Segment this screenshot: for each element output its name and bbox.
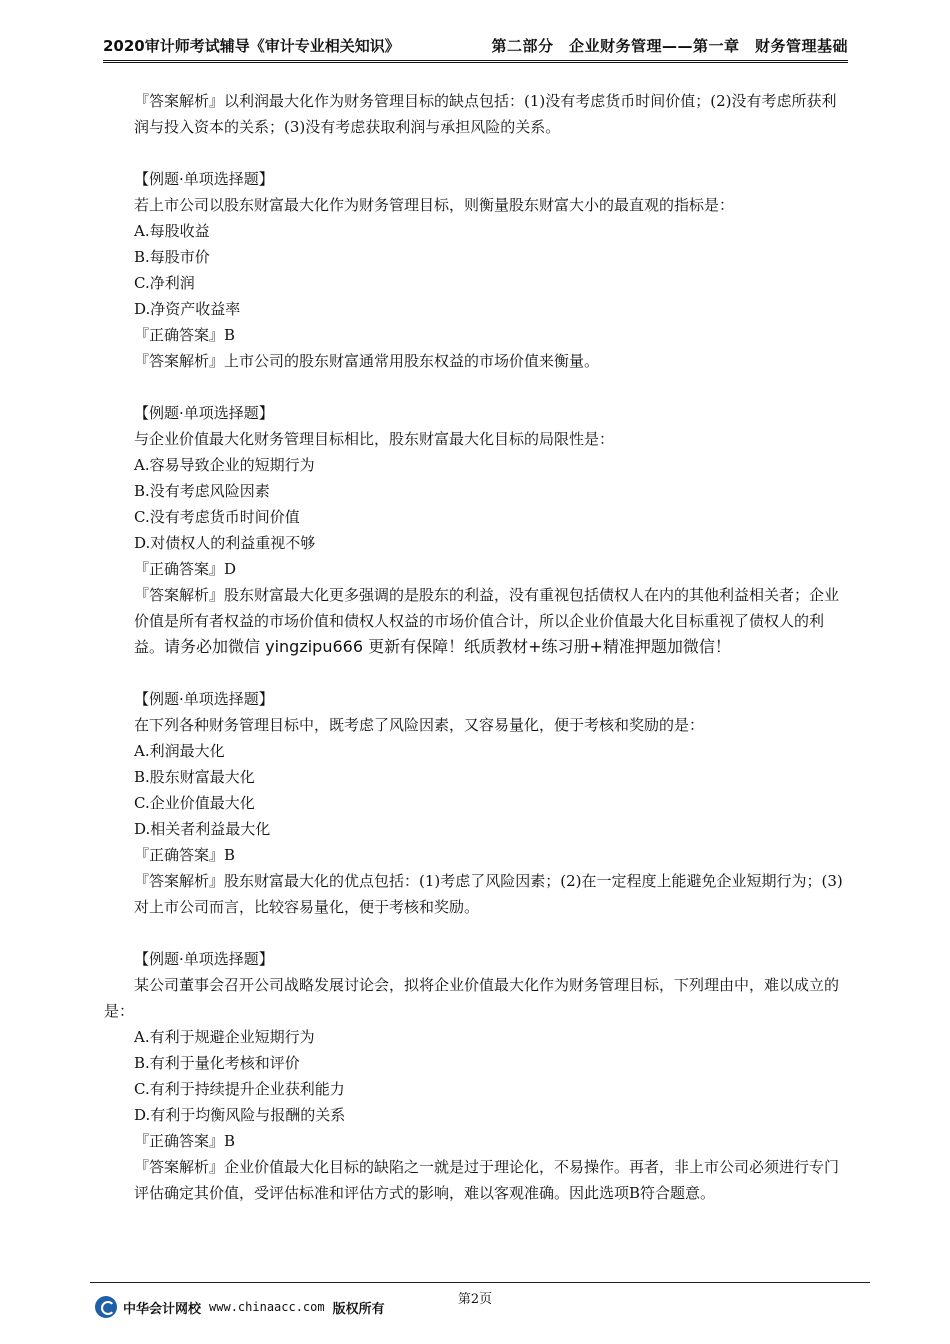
option-c: C.没有考虑货币时间价值	[134, 508, 300, 526]
footer-divider	[90, 1282, 870, 1283]
correct-answer: 『正确答案』B	[134, 846, 236, 864]
question-text: 在下列各种财务管理目标中，既考虑了风险因素，又容易量化，便于考核和奖励的是：	[134, 716, 705, 734]
analysis-text	[134, 582, 850, 660]
option-b: B.股东财富最大化	[134, 768, 255, 786]
option-b: B.有利于量化考核和评价	[134, 1054, 300, 1072]
page-content	[104, 88, 850, 1232]
option-c: C.企业价值最大化	[134, 794, 255, 812]
option-a: A.容易导致企业的短期行为	[134, 456, 315, 474]
promo-text: 请务必加微信 yingzipu666 更新有保障！纸质教材+练习册+精准押题加微信！	[164, 637, 731, 656]
header-title-right: 第二部分 企业财务管理——第一章 财务管理基础	[491, 37, 848, 55]
question-label: 【例题·单项选择题】	[134, 170, 274, 188]
question-block-3	[134, 400, 850, 660]
option-c: C.净利润	[134, 274, 195, 292]
header-title-left: 2020审计师考试辅导《审计专业相关知识》	[103, 37, 400, 55]
header-divider	[103, 60, 848, 63]
option-d: D.净资产收益率	[134, 300, 241, 318]
question-label: 【例题·单项选择题】	[134, 690, 274, 708]
option-a: A.利润最大化	[134, 742, 225, 760]
question-block-5	[104, 946, 850, 1206]
page-header	[103, 30, 848, 58]
question-label: 【例题·单项选择题】	[134, 950, 274, 968]
analysis-text: 『答案解析』股东财富最大化的优点包括：(1)考虑了风险因素；(2)在一定程度上能避免企业短期行为；(3)对上市公司而言，比较容易量化，便于考核和奖励。	[134, 872, 843, 916]
analysis-text: 『答案解析』以利润最大化作为财务管理目标的缺点包括：(1)没有考虑货币时间价值；(2)没有考虑所获利润与投入资本的关系；(3)没有考虑获取利润与承担风险的关系。	[134, 92, 837, 136]
option-d: D.相关者利益最大化	[134, 820, 271, 838]
footer-org: 中华会计网校	[123, 1301, 202, 1317]
question-text: 若上市公司以股东财富最大化作为财务管理目标，则衡量股东财富大小的最直观的指标是：	[134, 196, 735, 214]
question-block-2	[134, 166, 850, 374]
option-b: B.每股市价	[134, 248, 210, 266]
footer-rights: 版权所有	[332, 1301, 385, 1317]
question-text: 与企业价值最大化财务管理目标相比，股东财富最大化目标的局限性是：	[134, 430, 615, 448]
footer-site: www.chinaacc.com	[209, 1300, 325, 1314]
option-d: D.对债权人的利益重视不够	[134, 534, 316, 552]
question-text: 某公司董事会召开公司战略发展讨论会，拟将企业价值最大化作为财务管理目标，下列理由中，难以成立的是：	[104, 976, 840, 1020]
question-label: 【例题·单项选择题】	[134, 404, 274, 422]
correct-answer: 『正确答案』D	[134, 560, 237, 578]
option-d: D.有利于均衡风险与报酬的关系	[134, 1106, 346, 1124]
correct-answer: 『正确答案』B	[134, 326, 236, 344]
analysis-body: 『答案解析』股东财富最大化更多强调的是股东的利益，没有重视包括债权人在内的其他利益相关者；企业价值是所有者权益的市场价值和债权人权益的市场价值合计，所以企业价值最大化目标重视了债权人的利益。	[134, 586, 840, 656]
answer-block-1	[134, 88, 850, 140]
option-c: C.有利于持续提升企业获利能力	[134, 1080, 345, 1098]
option-b: B.没有考虑风险因素	[134, 482, 270, 500]
analysis-text: 『答案解析』企业价值最大化目标的缺陷之一就是过于理论化，不易操作。再者，非上市公司必须进行专门评估确定其价值，受评估标准和评估方式的影响，难以客观准确。因此选项B符合题意。	[134, 1158, 840, 1202]
question-block-4	[134, 686, 850, 920]
option-a: A.每股收益	[134, 222, 210, 240]
page-number: 第2页	[457, 1292, 493, 1307]
analysis-text: 『答案解析』上市公司的股东财富通常用股东权益的市场价值来衡量。	[134, 352, 600, 370]
correct-answer: 『正确答案』B	[134, 1132, 236, 1150]
option-a: A.有利于规避企业短期行为	[134, 1028, 315, 1046]
